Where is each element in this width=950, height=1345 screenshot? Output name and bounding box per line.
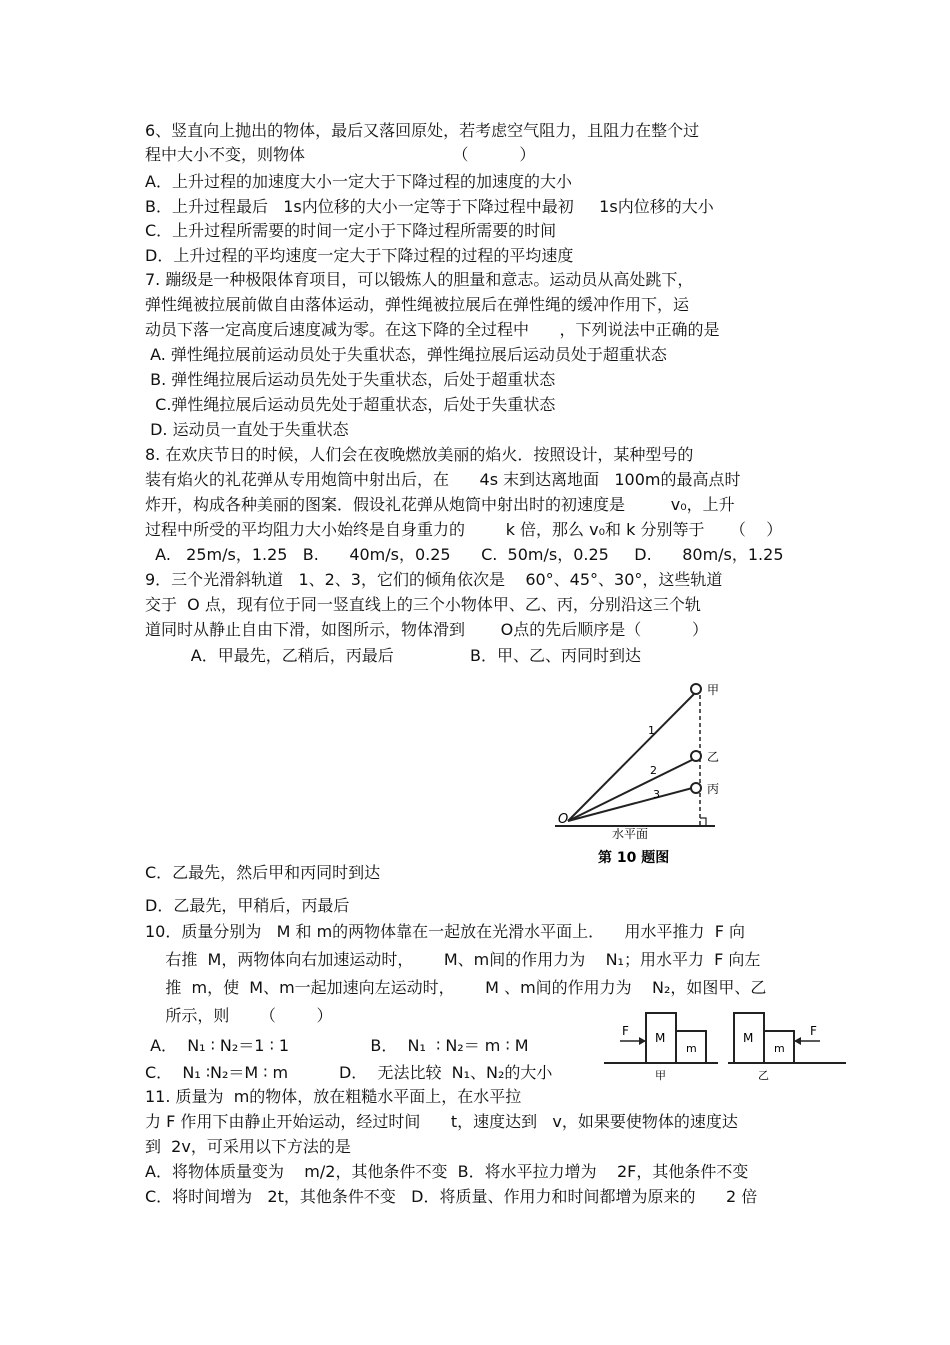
q9-options-ab: A．甲最先，乙稍后，丙最后 B．甲、乙、丙同时到达 [145, 646, 641, 665]
q9-stem-line2: 交于 O 点，现有位于同一竖直线上的三个小物体甲、乙、丙，分别沿这三个轨 [145, 595, 701, 614]
q10-stem-line2: 右推 M，两物体向右加速运动时， M、m间的作用力为 N₁；用水平力 F 向左 [145, 950, 761, 969]
label-track-2: 2 [650, 764, 657, 777]
q7-option-a: A. 弹性绳拉展前运动员处于失重状态，弹性绳拉展后运动员处于超重状态 [145, 345, 667, 364]
q7-option-b: B. 弹性绳拉展后运动员先处于失重状态，后处于超重状态 [145, 370, 556, 389]
label-yi: 乙 [707, 750, 720, 764]
q6-stem-line2: 程中大小不变，则物体 （ ） [145, 145, 536, 164]
caption-right: 乙 [758, 1069, 769, 1082]
q11-stem-line3: 到 2v，可采用以下方法的是 [145, 1137, 351, 1156]
q7-option-d: D. 运动员一直处于失重状态 [145, 420, 349, 439]
label-origin: O [558, 812, 569, 827]
q9-stem-line1: 9．三个光滑斜轨道 1、2、3，它们的倾角依次是 60°、45°、30°，这些轨道 [145, 570, 723, 589]
q7-stem-line2: 弹性绳被拉展前做自由落体运动，弹性绳被拉展后在弹性绳的缓冲作用下，运 [145, 295, 690, 314]
q7-option-c: C.弹性绳拉展后运动员先处于超重状态，后处于失重状态 [145, 395, 556, 414]
object-jia [691, 684, 701, 694]
q6-option-a: A．上升过程的加速度大小一定大于下降过程的加速度的大小 [145, 172, 572, 191]
object-bing [691, 783, 701, 793]
q6-option-c: C．上升过程所需要的时间一定小于下降过程所需要的时间 [145, 221, 557, 240]
track-3 [568, 786, 700, 821]
q9-option-d: D．乙最先，甲稍后，丙最后 [145, 896, 350, 915]
label-m-right: m [774, 1042, 785, 1055]
q10-options-ab: A． N₁ ∶ N₂＝1 ∶ 1 B． N₁ ∶ N₂＝ m ∶ M [145, 1036, 529, 1055]
q8-stem-line1: 8. 在欢庆节日的时候，人们会在夜晚燃放美丽的焰火．按照设计，某种型号的 [145, 445, 694, 464]
blocks-figure [600, 1005, 850, 1085]
label-track-3: 3 [653, 788, 660, 801]
arrowhead-left [639, 1037, 646, 1045]
label-jia: 甲 [707, 683, 720, 697]
q11-options-ab: A．将物体质量变为 m/2，其他条件不变 B．将水平拉力增为 2F，其他条件不变 [145, 1162, 749, 1181]
right-angle-mark [700, 818, 706, 826]
q8-stem-line3: 炸开，构成各种美丽的图案．假设礼花弹从炮筒中射出时的初速度是 v₀，上升 [145, 495, 735, 514]
q11-stem-line1: 11. 质量为 m的物体，放在粗糙水平面上，在水平拉 [145, 1087, 522, 1106]
q6-stem-line1: 6、竖直向上抛出的物体，最后又落回原处，若考虑空气阻力，且阻力在整个过 [145, 121, 700, 140]
label-track-1: 1 [648, 724, 655, 737]
q6-option-b: B．上升过程最后 1s内位移的大小一定等于下降过程中最初 1s内位移的大小 [145, 197, 714, 216]
q8-stem-line4: 过程中所受的平均阻力大小始终是自身重力的 k 倍，那么 v₀和 k 分别等于 （ ） [145, 520, 783, 539]
q10-options-cd: C． N₁ ∶N₂＝M ∶ m D． 无法比较 N₁、N₂的大小 [145, 1063, 553, 1082]
label-m-left: m [686, 1042, 697, 1055]
q9-stem-line3: 道同时从静止自由下滑，如图所示，物体滑到 O点的先后顺序是（ ） [145, 620, 709, 639]
q10-stem-line1: 10．质量分别为 M 和 m的两物体靠在一起放在光滑水平面上． 用水平推力 F 向 [145, 922, 745, 941]
arrowhead-right [794, 1037, 801, 1045]
q10-stem-line3: 推 m，使 M、m一起加速向左运动时， M 、m间的作用力为 N₂，如图甲、乙 [145, 978, 767, 997]
q7-stem-line3: 动员下落一定高度后速度减为零。在这下降的全过程中 ，下列说法中正确的是 [145, 320, 720, 339]
object-yi [691, 751, 701, 761]
q8-stem-line2: 装有焰火的礼花弹从专用炮筒中射出后，在 4s 末到达离地面 100m的最高点时 [145, 470, 741, 489]
q10-stem-line4: 所示，则 （ ） [145, 1006, 333, 1025]
label-M-right: M [743, 1031, 754, 1045]
track-2 [568, 756, 700, 821]
label-bing: 丙 [707, 782, 720, 796]
inclined-tracks-figure [550, 676, 720, 868]
label-F-left: F [622, 1024, 629, 1038]
q11-options-cd: C．将时间增为 2t，其他条件不变 D．将质量、作用力和时间都增为原来的 2 倍 [145, 1187, 758, 1206]
q7-stem-line1: 7. 蹦级是一种极限体育项目，可以锻炼人的胆量和意志。运动员从高处跳下， [145, 270, 694, 289]
q6-option-d: D．上升过程的平均速度一定大于下降过程的过程的平均速度 [145, 246, 574, 265]
label-M-left: M [655, 1031, 666, 1045]
caption-left: 甲 [655, 1069, 666, 1082]
q11-stem-line2: 力 F 作用下由静止开始运动，经过时间 t，速度达到 v，如果要使物体的速度达 [145, 1112, 738, 1131]
q8-options: A. 25m/s，1.25 B. 40m/s，0.25 C. 50m/s，0.25 D. 80m/s，1.25 [145, 545, 784, 564]
track-1 [568, 688, 700, 821]
q9-option-c: C．乙最先，然后甲和丙同时到达 [145, 863, 381, 882]
label-ground: 水平面 [612, 827, 649, 841]
label-F-right: F [810, 1024, 817, 1038]
figure-caption: 第 10 题图 [598, 850, 670, 866]
